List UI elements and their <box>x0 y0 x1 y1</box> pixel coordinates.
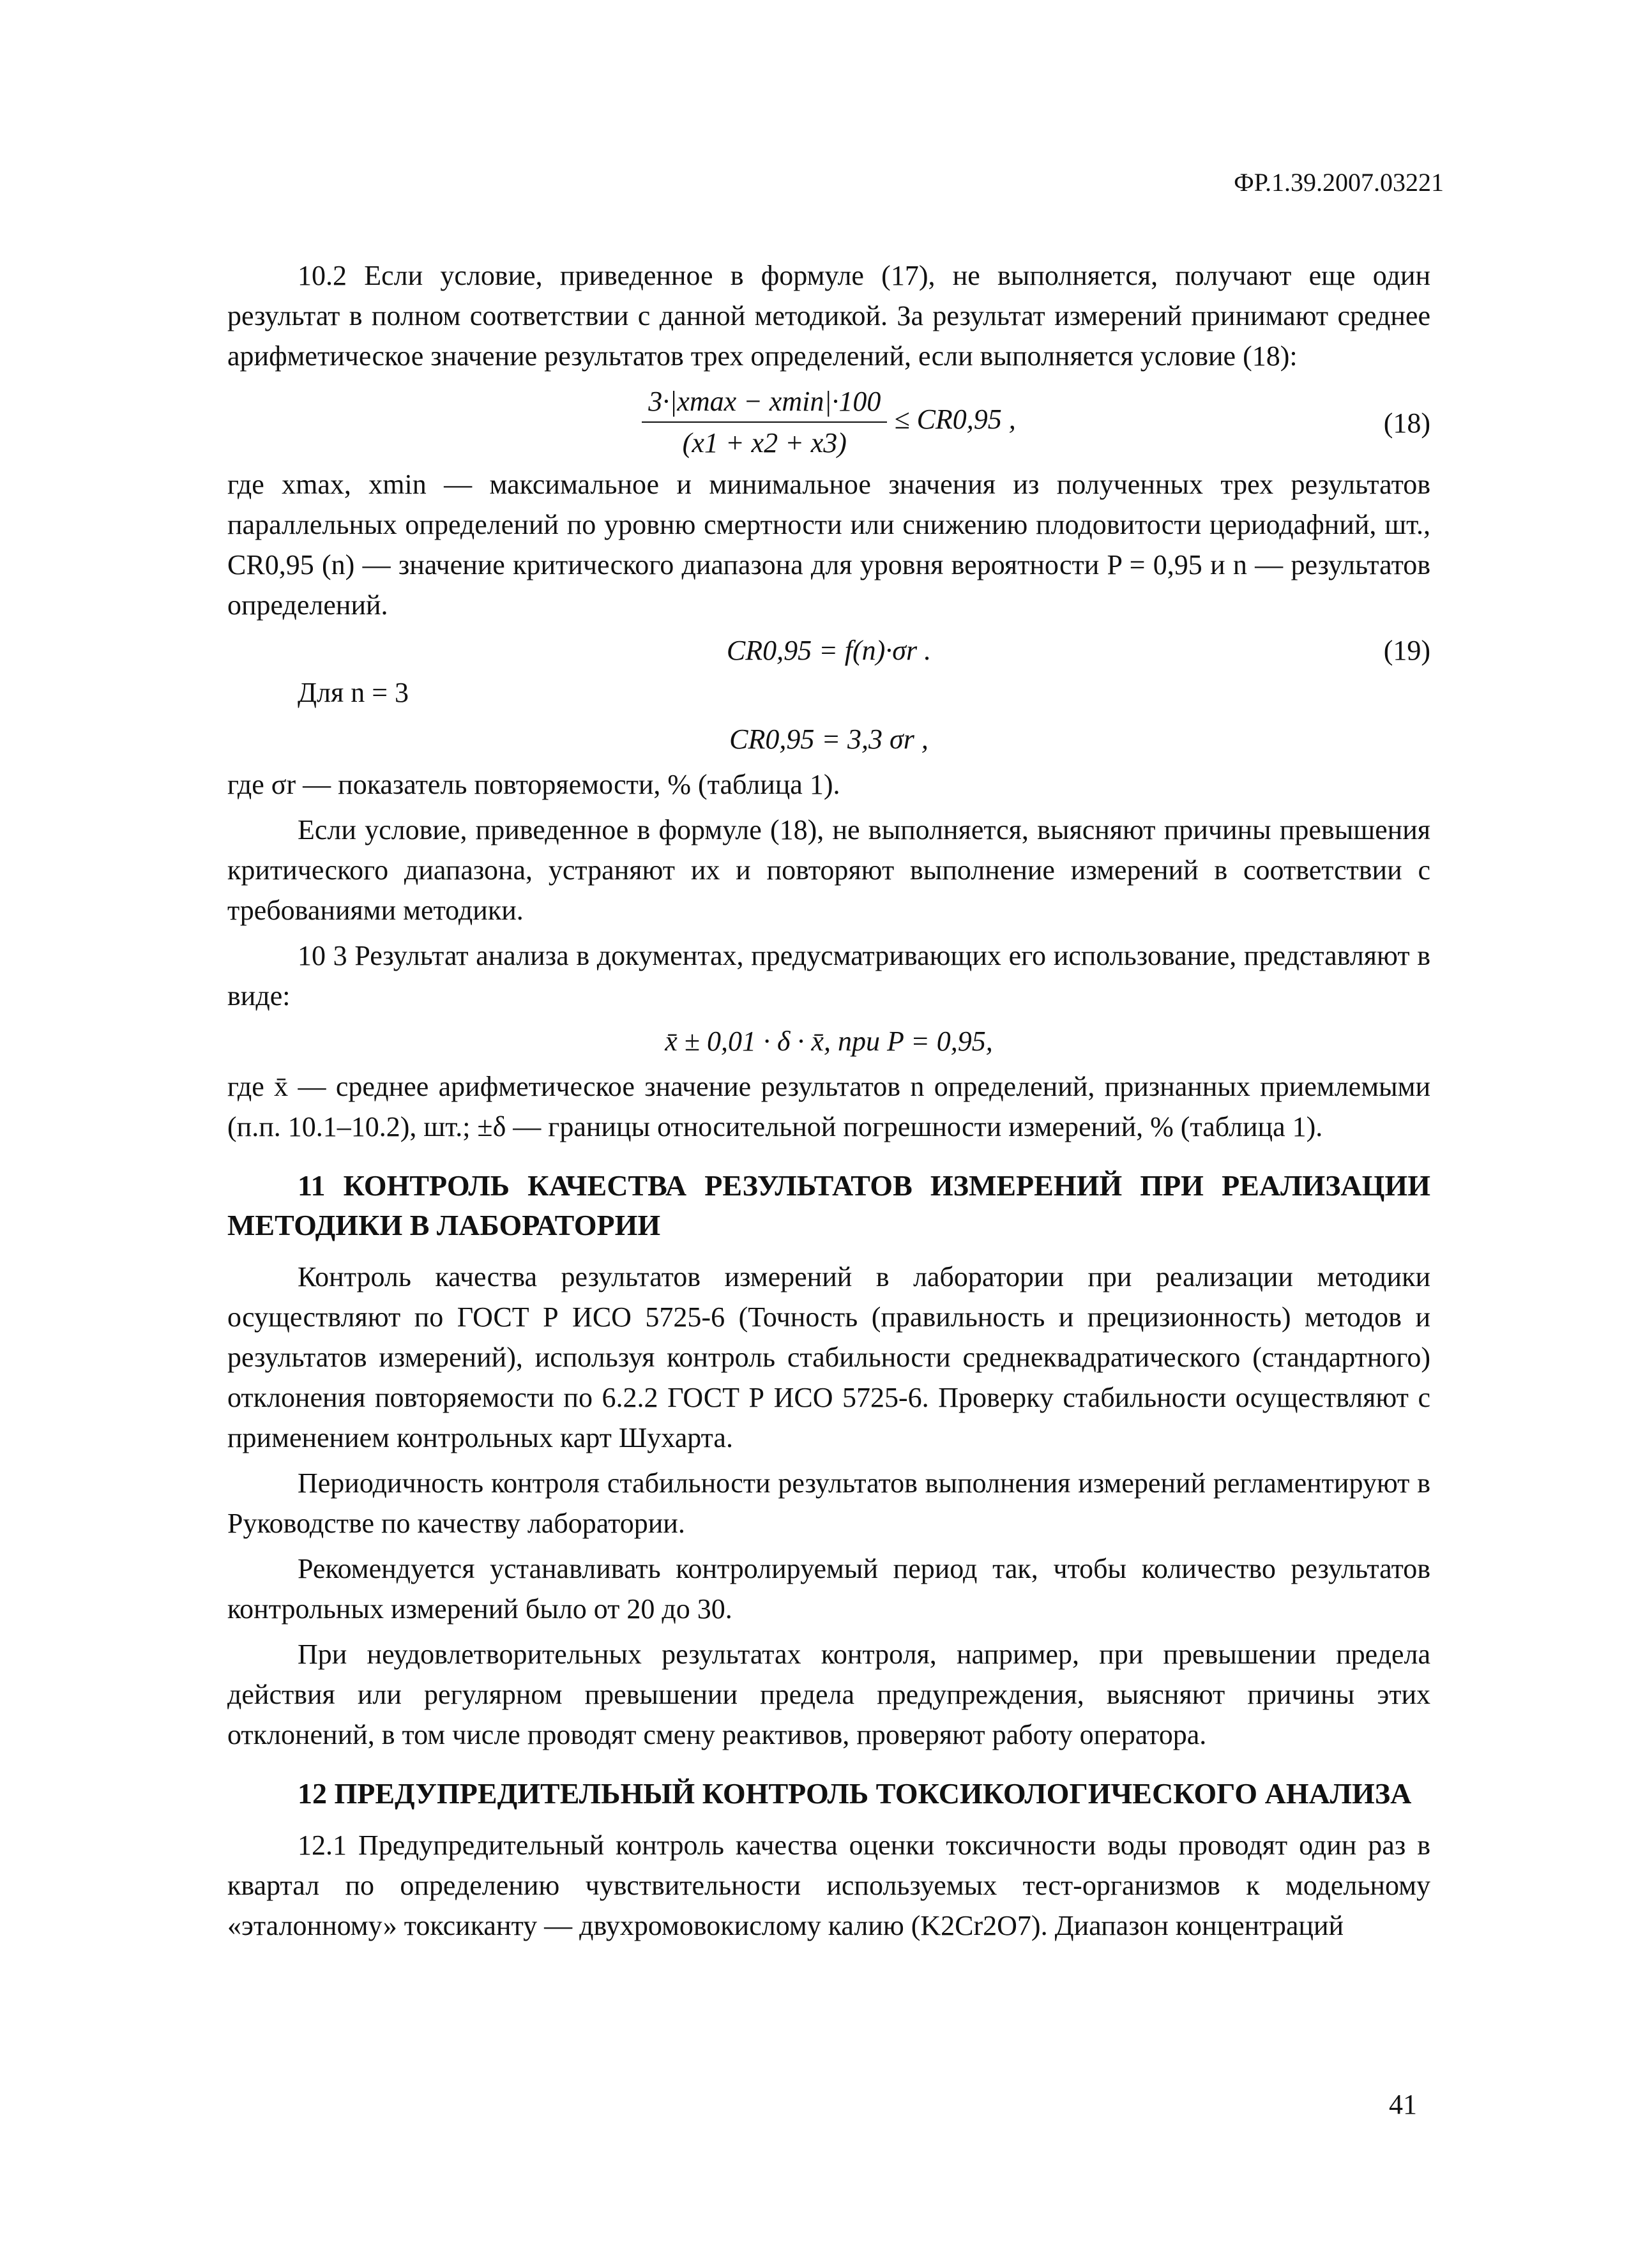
main-text <box>227 255 1430 1951</box>
section-11-heading: 11 КОНТРОЛЬ КАЧЕСТВА РЕЗУЛЬТАТОВ ИЗМЕРЕНИЙ ПРИ РЕАЛИЗАЦИИ МЕТОДИКИ В ЛАБОРАТОРИИ <box>227 1169 1430 1241</box>
where-paragraph-3: где x̄ — среднее арифметическое значение результатов n определений, признанных приемлемыми (п.п. 10.1–10.2), шт.; ±δ — границы относительной погрешности измерений, % (таблица 1). <box>227 1071 1430 1142</box>
formula-19-expr: CR0,95 = f(n)·σr . <box>726 635 932 666</box>
paragraph-11-1: Контроль качества результатов измерений в лаборатории при реализации методики осуществляют по ГОСТ Р ИСО 5725-6 (Точность (правильность и прецизионность) методов и результатов измерений), используя контроль стабильности среднеквадратического (стандартного) отклонения повторяемости по 6.2.2 ГОСТ Р ИСО 5725-6. Проверку стабильности осуществляют с применением контрольных карт Шухарта. <box>227 1261 1430 1453</box>
paragraph-11-2: Периодичность контроля стабильности результатов выполнения измерений регламентируют в Руководстве по качеству лаборатории. <box>227 1467 1430 1539</box>
formula-18 <box>227 381 1430 464</box>
paragraph-if-condition: Если условие, приведенное в формуле (18), не выполняется, выясняют причины превышения критического диапазона, устраняют их и повторяют выполнение измерений в соответствии с требованиями методики. <box>227 814 1430 926</box>
formula-19 <box>227 630 1430 672</box>
formula-19-number: (19) <box>1383 635 1430 666</box>
page-number: 41 <box>1389 2089 1417 2120</box>
paragraph-11-3: Рекомендуется устанавливать контролируемый период так, чтобы количество результатов контрольных измерений было от 20 до 30. <box>227 1553 1430 1625</box>
paragraph-10-2: 10.2 Если условие, приведенное в формуле (17), не выполняется, получают еще один результат в полном соответствии с данной методикой. За результат измерений принимают среднее арифметическое значение результатов трех определений, если выполняется условие (18): <box>227 260 1430 372</box>
formula-18-number: (18) <box>1383 407 1430 439</box>
formula-18-numerator: 3·|xmax − xmin|·100 <box>642 381 887 423</box>
document-code: ФР.1.39.2007.03221 <box>1234 168 1444 197</box>
paragraph-12-1: 12.1 Предупредительный контроль качества оценки токсичности воды проводят один раз в квартал по определению чувствительности используемых тест-организмов к модельному «эталонному» токсиканту — двухромовокислому калию (K2Cr2O7). Диапазон концентраций <box>227 1830 1430 1941</box>
paragraph-10-3: 10 3 Результат анализа в документах, предусматривающих его использование, представляют в виде: <box>227 940 1430 1012</box>
formula-18-fraction <box>642 381 887 463</box>
where-paragraph-2: где σr — показатель повторяемости, % (таблица 1). <box>227 769 840 800</box>
for-n-line: Для n = 3 <box>298 677 409 708</box>
formula-19b: CR0,95 = 3,3 σr , <box>729 724 928 755</box>
formula-result: x̄ ± 0,01 · δ · x̄, при P = 0,95, <box>665 1026 993 1057</box>
formula-18-rhs: ≤ CR0,95 , <box>894 404 1016 436</box>
formula-18-denominator: (x1 + x2 + x3) <box>682 427 847 458</box>
section-12-heading: 12 ПРЕДУПРЕДИТЕЛЬНЫЙ КОНТРОЛЬ ТОКСИКОЛОГИЧЕСКОГО АНАЛИЗА <box>298 1777 1412 1810</box>
paragraph-11-4: При неудовлетворительных результатах контроля, например, при превышении предела действия или регулярном превышении предела предупреждения, выясняют причины этих отклонений, в том числе проводят смену реактивов, проверяют работу оператора. <box>227 1639 1430 1750</box>
where-paragraph-1: где xmax, xmin — максимальное и минимальное значения из полученных трех результатов параллельных определений по уровню смертности или снижению плодовитости цериодафний, шт., CR0,95 (n) — значение критического диапазона для уровня вероятности P = 0,95 и n — результатов определений. <box>227 469 1430 621</box>
